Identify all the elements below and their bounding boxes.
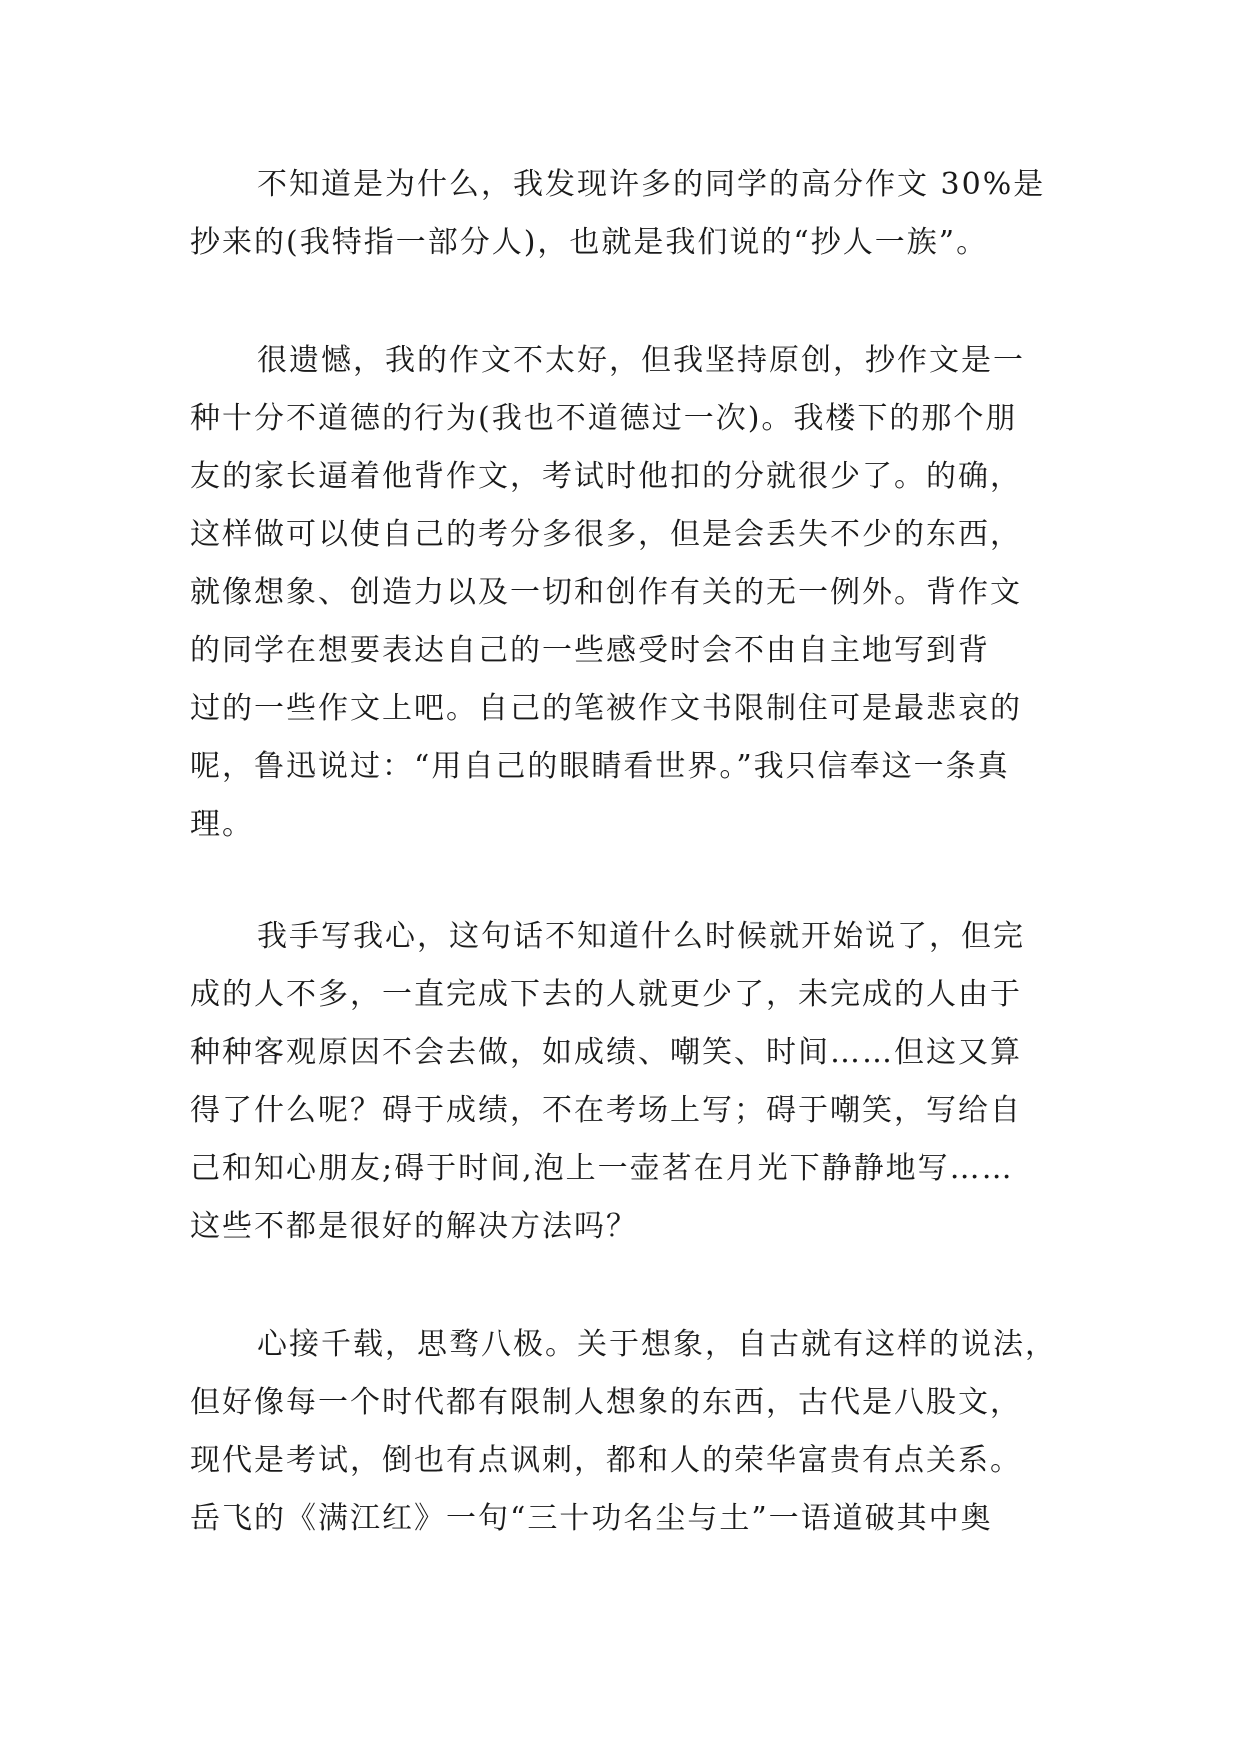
- paragraph-1: [190, 156, 1080, 272]
- text-line: 的同学在想要表达自己的一些感受时会不由自主地写到背: [190, 633, 990, 668]
- paragraph-4: [190, 1316, 1080, 1548]
- text-line: 抄来的(我特指一部分人)，也就是我们说的“抄人一族”。: [190, 225, 989, 260]
- text-line: 就像想象、创造力以及一切和创作有关的无一例外。背作文: [190, 575, 1022, 610]
- text-line: 种种客观原因不会去做，如成绩、嘲笑、时间……但这又算: [190, 1035, 1022, 1070]
- text-line: 呢，鲁迅说过：“用自己的眼睛看世界。”我只信奉这一条真: [190, 749, 1010, 784]
- text-line: 过的一些作文上吧。自己的笔被作文书限制住可是最悲哀的: [190, 691, 1022, 726]
- text-line: 己和知心朋友;碍于时间,泡上一壶茗在月光下静静地写……: [190, 1151, 1014, 1186]
- text-line: 这些不都是很好的解决方法吗？: [190, 1209, 638, 1244]
- paragraph-3: [190, 908, 1080, 1256]
- text-line: 成的人不多，一直完成下去的人就更少了，未完成的人由于: [190, 977, 1022, 1012]
- text-line: 不知道是为什么，我发现许多的同学的高分作文 30%是: [257, 167, 1046, 202]
- text-line: 友的家长逼着他背作文，考试时他扣的分就很少了。的确，: [190, 459, 1022, 494]
- text-line: 但好像每一个时代都有限制人想象的东西，古代是八股文，: [190, 1385, 1022, 1420]
- text-line: 现代是考试，倒也有点讽刺，都和人的荣华富贵有点关系。: [190, 1443, 1022, 1478]
- text-line: 心接千载，思骛八极。关于想象，自古就有这样的说法，: [257, 1327, 1057, 1362]
- text-line: 理。: [190, 807, 254, 842]
- text-line: 得了什么呢？碍于成绩，不在考场上写；碍于嘲笑，写给自: [190, 1093, 1022, 1128]
- text-line: 我手写我心，这句话不知道什么时候就开始说了，但完: [257, 919, 1025, 954]
- text-line: 岳飞的《满江红》一句“三十功名尘与土”一语道破其中奥: [190, 1501, 993, 1536]
- text-line: 种十分不道德的行为(我也不道德过一次)。我楼下的那个朋: [190, 401, 1018, 436]
- paragraph-2: [190, 332, 1080, 854]
- text-line: 很遗憾，我的作文不太好，但我坚持原创，抄作文是一: [257, 343, 1025, 378]
- text-line: 这样做可以使自己的考分多很多，但是会丢失不少的东西，: [190, 517, 1022, 552]
